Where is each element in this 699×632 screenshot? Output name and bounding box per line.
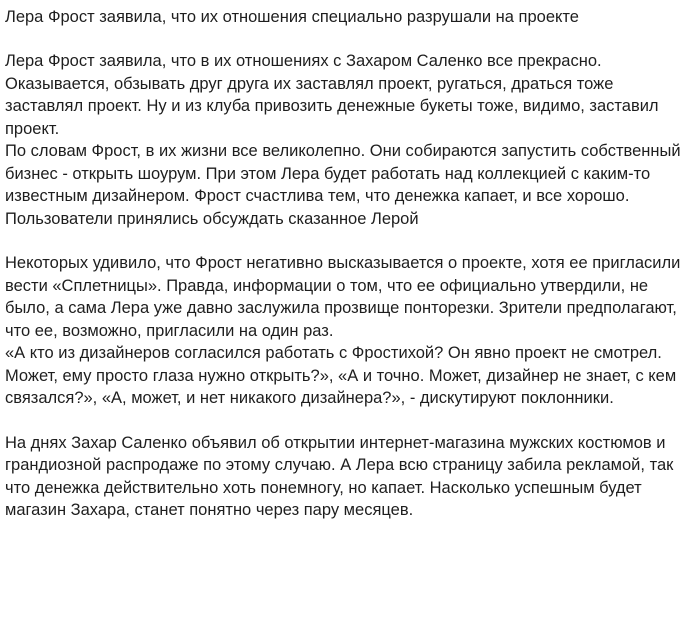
- spacer: [5, 30, 695, 50]
- article-paragraph-5: На днях Захар Саленко объявил об открытии интернет-магазина мужских костюмов и грандиозной распродаже по этому случаю. А Лера всю страницу забила рекламой, так что денежка действительно хоть понемногу, но капает. Насколько успешным будет магазин Захара, станет понятно через пару месяцев.: [5, 433, 674, 519]
- article-paragraph-2: По словам Фрост, в их жизни все великолепно. Они собираются запустить собственный бизнес - открыть шоурум. При этом Лера будет работать над коллекцией с каким-то известным дизайнером. Фрост счастлива тем, что денежка капает, и все хорошо. Пользователи принялись обсуждать сказанное Лерой: [5, 142, 681, 228]
- article-paragraph-4: «А кто из дизайнеров согласился работать с Фростихой? Он явно проект не смотрел. Может, ему просто глаза нужно открыть?», «А и точно. Может, дизайнер не знает, с кем связался?», «А, может, и нет никакого дизайнера?», - дискутируют поклонники.: [5, 344, 677, 407]
- spacer: [5, 410, 695, 432]
- spacer: [5, 230, 695, 252]
- article: [5, 0, 695, 522]
- article-paragraph-3: Некоторых удивило, что Фрост негативно высказывается о проекте, хотя ее пригласили вести «Сплетницы». Правда, информации о том, что ее официально утвердили, не было, а сама Лера уже давно заслужила прозвище понторезки. Зрители предполагают, что ее, возможно, пригласили на один раз.: [5, 254, 681, 340]
- article-paragraph-1: Лера Фрост заявила, что в их отношениях с Захаром Саленко все прекрасно. Оказывается, обзывать друг друга их заставлял проект, ругаться, драться тоже заставлял проект. Ну и из клуба привозить денежные букеты тоже, видимо, заставил проект.: [5, 52, 659, 138]
- article-title: Лера Фрост заявила, что их отношения специально разрушали на проекте: [5, 8, 579, 26]
